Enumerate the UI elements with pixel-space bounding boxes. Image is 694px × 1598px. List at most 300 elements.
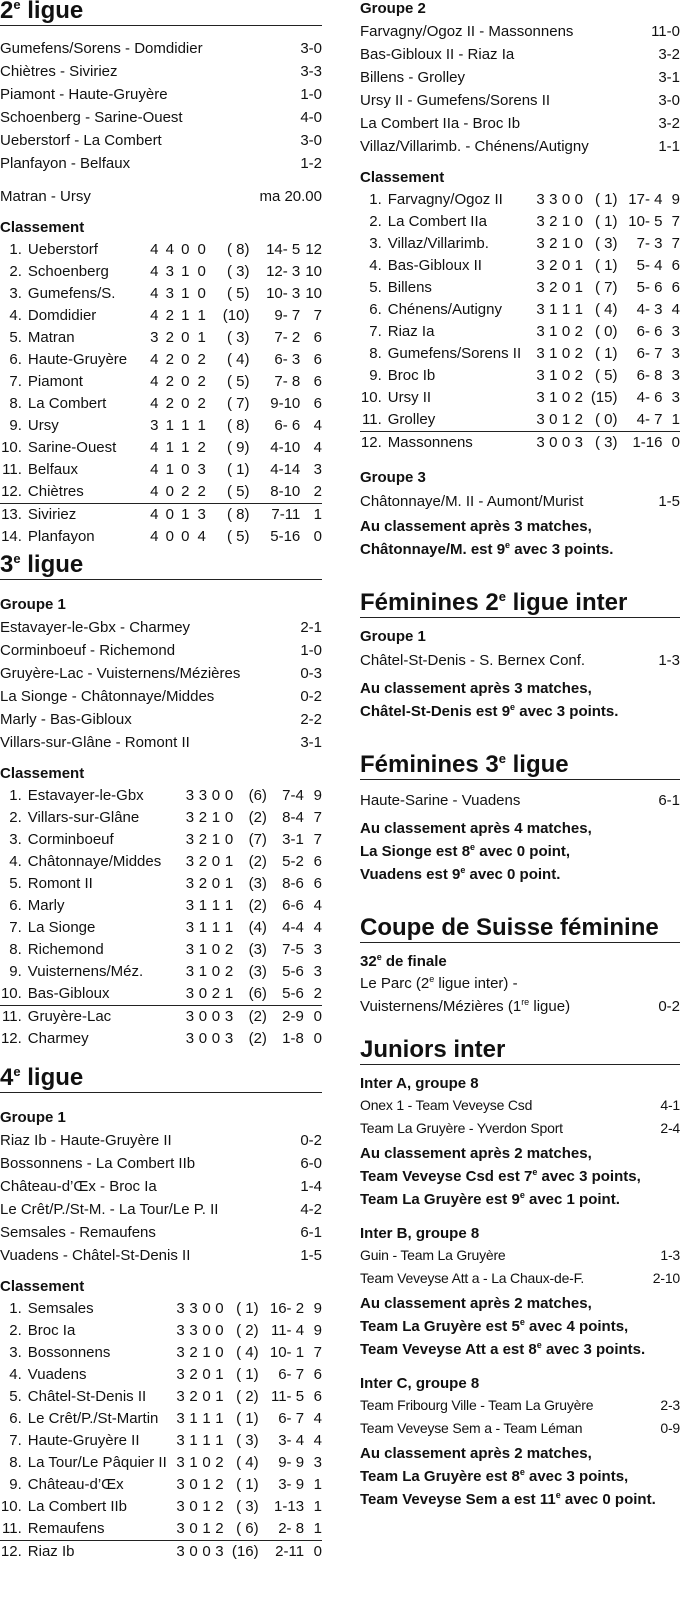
match-score: 2-1 <box>300 619 322 636</box>
standings-drawn: 0 <box>202 1543 211 1560</box>
standings-rank: 12. <box>0 481 22 504</box>
match-row <box>360 1394 680 1417</box>
standings-played: 3 <box>536 323 545 340</box>
standings-played: 3 <box>176 1476 185 1493</box>
standings-row <box>360 365 680 387</box>
standings-lost: 2 <box>197 373 206 390</box>
standings-drawn: 0 <box>181 241 190 258</box>
standings-row <box>360 255 680 277</box>
standings-team: La Combert IIa <box>387 213 487 230</box>
standings-points: 0 <box>671 434 680 451</box>
standings-lost: 1 <box>224 853 234 870</box>
standings-won: 2 <box>189 1344 198 1361</box>
standings-points: 4 <box>313 1432 322 1449</box>
match-score: 0-9 <box>660 1420 680 1436</box>
standings-drawn: 1 <box>181 506 190 523</box>
standings-penalty: ( 1) <box>226 461 250 478</box>
match-row <box>0 662 322 685</box>
standings-lost: 0 <box>224 831 234 848</box>
standings-team: Gumefens/S. <box>27 285 116 302</box>
standings-lost: 3 <box>215 1543 224 1560</box>
standings-penalty: ( 1) <box>236 1476 259 1493</box>
standings-rank: 2. <box>9 1322 22 1339</box>
match-teams: Châtonnaye/M. II - Aumont/Murist <box>360 493 584 510</box>
match-teams: Vuadens - Châtel-St-Denis II <box>0 1247 191 1264</box>
standings-team: Chiètres <box>22 481 147 504</box>
standings-penalty: ( 8) <box>226 417 250 434</box>
standings-lost: 0 <box>224 809 234 826</box>
match-score: 2-3 <box>660 1397 680 1413</box>
match-teams: Le Crêt/P./St-M. - La Tour/Le P. II <box>0 1201 219 1218</box>
standings-team: Bas-Gibloux II <box>387 257 482 274</box>
standings-won: 4 <box>165 241 174 258</box>
match-teams: Estavayer-le-Gbx - Charmey <box>0 619 191 636</box>
match-teams: Châtel-St-Denis - S. Bernex Conf. <box>360 652 586 669</box>
standings-drawn: 0 <box>211 787 221 804</box>
standings-goals: 2-11 <box>275 1543 305 1560</box>
standings-penalty: ( 8) <box>226 241 250 258</box>
standings-lost: 1 <box>224 897 234 914</box>
standings-team: Le Crêt/P./St-Martin <box>27 1410 159 1427</box>
match-teams: Gruyère-Lac - Vuisternens/Mézières <box>0 665 241 682</box>
match-teams: Bas-Gibloux II - Riaz Ia <box>360 46 515 63</box>
standings-points: 6 <box>313 875 322 892</box>
match-row <box>360 1417 680 1440</box>
standings-goals: 3- 9 <box>278 1476 305 1493</box>
standings-points: 3 <box>313 1454 322 1471</box>
standings-played: 4 <box>150 528 159 545</box>
standings-penalty: ( 0) <box>595 323 618 340</box>
standings-played: 3 <box>185 941 195 958</box>
standings-won: 2 <box>549 279 558 296</box>
standings-goals: 3-1 <box>282 831 304 848</box>
standings-lost: 1 <box>215 1432 224 1449</box>
standings-rank: 6. <box>9 897 22 914</box>
standings-points: 9 <box>671 191 680 208</box>
standings-row <box>0 283 322 305</box>
match-teams: Marly - Bas-Gibloux <box>0 711 132 728</box>
standings-rank: 11. <box>0 1518 22 1541</box>
standings-drawn: 0 <box>561 434 571 451</box>
standings-drawn: 2 <box>178 481 193 504</box>
standings-row <box>0 917 322 939</box>
standings-row <box>0 1452 322 1474</box>
standings-played: 3 <box>176 1300 185 1317</box>
standings-penalty: ( 2) <box>236 1388 259 1405</box>
standings-goals: 17- 4 <box>628 191 663 208</box>
match-score: 1-3 <box>660 1247 680 1263</box>
standings-team: Gumefens/Sorens II <box>387 345 522 362</box>
standings-won: 0 <box>549 434 558 451</box>
match-teams: Semsales - Remaufens <box>0 1224 156 1241</box>
match-row <box>360 43 680 66</box>
standings-played: 4 <box>150 307 159 324</box>
classement-label: Classement <box>360 169 445 186</box>
standings-drawn: 1 <box>211 919 221 936</box>
match-row <box>360 66 680 89</box>
standings-goals: 5-2 <box>282 853 304 870</box>
standings-row <box>0 1298 322 1320</box>
match-score: 6-1 <box>300 1224 322 1241</box>
standings-played: 3 <box>176 1344 185 1361</box>
group-label: Groupe 3 <box>360 469 426 486</box>
standings-played: 3 <box>174 1518 187 1541</box>
standings-played: 4 <box>147 481 162 504</box>
standings-penalty: ( 1) <box>236 1366 259 1383</box>
section-title: Juniors inter <box>360 1036 680 1065</box>
standings-rank: 6. <box>9 351 22 368</box>
standings-won: 0 <box>189 1476 198 1493</box>
standings-rank: 12. <box>0 1030 22 1047</box>
classement-label: Classement <box>0 765 85 782</box>
standings-team: Ueberstorf <box>27 241 98 258</box>
standings-lost: 2 <box>213 1518 226 1541</box>
standings-row <box>360 343 680 365</box>
standings-goals: 2- 8 <box>259 1518 304 1541</box>
match-teams: Schoenberg - Sarine-Ouest <box>0 109 183 126</box>
standings-goals: 10- 3 <box>266 285 301 302</box>
standings-row <box>0 349 322 371</box>
standings-drawn: 1 <box>211 809 221 826</box>
standings-lost: 1 <box>223 983 236 1006</box>
standings-penalty: ( 8) <box>226 506 250 523</box>
standings-team: Richemond <box>27 941 104 958</box>
standings-played: 3 <box>536 301 545 318</box>
standings-penalty: ( 1) <box>595 345 618 362</box>
match-row <box>0 83 322 106</box>
right-column <box>360 0 680 1511</box>
standings-rank: 1. <box>9 787 22 804</box>
standings-penalty: ( 1) <box>236 1410 259 1427</box>
standings-played: 3 <box>150 417 159 434</box>
standings-won: 3 <box>165 285 174 302</box>
standings-drawn: 1 <box>202 1476 211 1493</box>
match-row <box>360 89 680 112</box>
standings-lost: 2 <box>224 963 234 980</box>
note-line: Team La Gruyère est 8e avec 3 points, <box>360 1467 629 1485</box>
standings-row <box>0 393 322 415</box>
standings-rank: 7. <box>9 373 22 390</box>
standings-row <box>0 1342 322 1364</box>
standing-note <box>360 1142 680 1211</box>
standings-lost: 1 <box>197 307 206 324</box>
standings-goals: 9-10 <box>270 395 301 412</box>
standings-lost: 1 <box>224 875 234 892</box>
standings-penalty: ( 1) <box>595 191 618 208</box>
standings-goals: 4- 7 <box>618 409 663 432</box>
standings-points: 0 <box>313 1543 322 1560</box>
standings-played: 3 <box>176 1410 185 1427</box>
standings-team: Planfayon <box>27 528 95 545</box>
standings-row <box>0 261 322 283</box>
standings-row <box>0 1386 322 1408</box>
standings-team: Riaz Ib <box>27 1543 75 1560</box>
standings-played: 3 <box>185 853 195 870</box>
match-row <box>360 1244 680 1267</box>
standings-goals: 5-6 <box>282 963 304 980</box>
standings-goals: 11- 4 <box>270 1322 305 1339</box>
round-label: 32e de finale <box>360 952 447 970</box>
standings-played: 3 <box>176 1432 185 1449</box>
section-title: 2e ligue <box>0 0 322 26</box>
match-score: 0-3 <box>300 665 322 682</box>
standings-team: Vuadens <box>27 1366 87 1383</box>
standings-team: Piamont <box>27 373 83 390</box>
standings-won: 1 <box>165 461 174 478</box>
note-line: Châtonnaye/M. est 9e avec 3 points. <box>360 540 614 558</box>
standings-team: Marly <box>27 897 65 914</box>
match-teams: Team Veveyse Att a - La Chaux-de-F. <box>360 1270 585 1286</box>
standings-row <box>0 895 322 917</box>
standings-won: 3 <box>165 263 174 280</box>
match-score: 0-2 <box>658 998 680 1015</box>
standings-rank: 2. <box>9 809 22 826</box>
standings-won: 0 <box>198 1008 208 1025</box>
standings-lost: 1 <box>215 1366 224 1383</box>
standings-team: La Tour/Le Pâquier II <box>27 1454 167 1471</box>
standings-rank: 11. <box>360 409 382 432</box>
standings-goals: 4-14 <box>270 461 301 478</box>
standings-points: 3 <box>671 345 680 362</box>
standings-points: 4 <box>313 919 322 936</box>
standing-note <box>360 515 680 561</box>
standings-won: 0 <box>162 481 177 504</box>
standings-rank: 7. <box>9 919 22 936</box>
standings-goals: 4- 6 <box>636 389 663 406</box>
standings-team: Remaufens <box>22 1518 174 1541</box>
standings-rank: 3. <box>369 235 382 252</box>
standings-penalty: ( 7) <box>226 395 250 412</box>
match-score: 3-3 <box>300 63 322 80</box>
match-teams: Guin - Team La Gruyère <box>360 1247 506 1263</box>
standings-penalty: ( 3) <box>236 1498 259 1515</box>
standings-played: 4 <box>150 285 159 302</box>
standings-played: 4 <box>150 241 159 258</box>
match-score: 1-2 <box>300 155 322 172</box>
standings-penalty: (16) <box>231 1543 259 1560</box>
standings-lost: 0 <box>215 1344 224 1361</box>
standings-penalty: ( 3) <box>236 1432 259 1449</box>
standings-lost: 3 <box>197 506 206 523</box>
standings-drawn: 1 <box>560 409 573 432</box>
standings-row <box>360 189 680 211</box>
match-score: 3-0 <box>300 132 322 149</box>
match-score: 1-3 <box>658 652 680 669</box>
standings-points: 4 <box>313 897 322 914</box>
standings-drawn: 0 <box>211 941 221 958</box>
standings-drawn: 0 <box>561 323 571 340</box>
standings-lost: 1 <box>574 257 583 274</box>
match-score: 6-1 <box>658 792 680 809</box>
left-column <box>0 0 322 1563</box>
standings-rank: 8. <box>9 1454 22 1471</box>
standings-played: 3 <box>185 1030 195 1047</box>
standings-rank: 8. <box>9 395 22 412</box>
standings-drawn: 1 <box>202 1344 211 1361</box>
note-line: Team Veveyse Csd est 7e avec 3 points, <box>360 1167 641 1185</box>
standings-points: 1 <box>662 409 680 432</box>
standings-penalty: ( 4) <box>236 1344 259 1361</box>
section-title: Féminines 3e ligue <box>360 751 680 780</box>
match-row <box>360 1117 680 1140</box>
standings-drawn: 1 <box>181 285 190 302</box>
standings-points: 7 <box>671 235 680 252</box>
standings-points: 3 <box>671 367 680 384</box>
note-line: Au classement après 3 matches, <box>360 680 592 697</box>
standings-drawn: 1 <box>181 417 190 434</box>
match-row <box>0 731 322 754</box>
standings-lost: 2 <box>215 1454 224 1471</box>
standings-team: Villaz/Villarimb. <box>387 235 489 252</box>
standings-rank: 5. <box>369 279 382 296</box>
match-teams: Matran - Ursy <box>0 188 91 205</box>
match-row <box>360 112 680 135</box>
standings-points: 0 <box>313 1008 322 1025</box>
standings-goals: 9- 9 <box>278 1454 305 1471</box>
standings-goals: 7- 2 <box>274 329 301 346</box>
standings-goals: 6- 7 <box>278 1410 305 1427</box>
standings-won: 0 <box>198 1030 208 1047</box>
standings-won: 3 <box>189 1322 198 1339</box>
standings-drawn: 0 <box>202 1388 211 1405</box>
standings-drawn: 1 <box>211 897 221 914</box>
standings-lost: 3 <box>224 1030 234 1047</box>
standings-row <box>0 785 322 807</box>
standings-drawn: 0 <box>211 875 221 892</box>
standings-team: Haute-Gruyère II <box>27 1432 140 1449</box>
standings-goals: 5- 4 <box>636 257 663 274</box>
standings-drawn: 0 <box>181 528 190 545</box>
standings-row <box>0 1364 322 1386</box>
standings-penalty: ( 5) <box>226 285 250 302</box>
standings-drawn: 0 <box>211 963 221 980</box>
standings-drawn: 0 <box>211 853 221 870</box>
standings-team: La Combert IIb <box>27 1498 127 1515</box>
standings-points: 2 <box>304 983 322 1006</box>
match-teams: Corminboeuf - Richemond <box>0 642 176 659</box>
match-teams: Team Fribourg Ville - Team La Gruyère <box>360 1397 594 1413</box>
standings-lost: 2 <box>215 1498 224 1515</box>
standings-penalty: ( 1) <box>595 213 618 230</box>
standings-lost: 1 <box>574 279 583 296</box>
standings-goals: 1-16 <box>632 434 663 451</box>
standings-rank: 9. <box>9 1476 22 1493</box>
match-teams: Planfayon - Belfaux <box>0 155 131 172</box>
standings-goals: 1-8 <box>282 1030 304 1047</box>
standings-played: 3 <box>534 409 547 432</box>
standings-penalty: ( 7) <box>595 279 618 296</box>
match-teams: Gumefens/Sorens - Domdidier <box>0 40 203 57</box>
juniors-inter-b <box>360 1224 680 1361</box>
standings-penalty: ( 5) <box>226 528 250 545</box>
match-teams: Team La Gruyère - Yverdon Sport <box>360 1120 563 1136</box>
match-row <box>0 129 322 152</box>
standings-played: 3 <box>185 963 195 980</box>
standings-penalty: (15) <box>590 389 618 406</box>
match-teams: Farvagny/Ogoz II - Massonnens <box>360 23 574 40</box>
standings-goals: 7-4 <box>282 787 304 804</box>
match-teams: Villars-sur-Glâne - Romont II <box>0 734 190 751</box>
standings-table <box>0 239 322 548</box>
standings-lost: 2 <box>574 323 583 340</box>
standings-played: 3 <box>185 875 195 892</box>
standings-won: 1 <box>165 417 174 434</box>
standings-lost: 2 <box>574 389 583 406</box>
standings-lost: 2 <box>197 351 206 368</box>
standings-drawn: 2 <box>209 983 222 1006</box>
standings-goals: 6- 6 <box>636 323 663 340</box>
standings-points: 1 <box>313 1498 322 1515</box>
note-line: Au classement après 3 matches, <box>360 518 592 535</box>
standings-won: 1 <box>189 1454 198 1471</box>
standings-points: 7 <box>313 809 322 826</box>
standings-team: Siviriez <box>27 506 77 523</box>
juniors-inter-c <box>360 1374 680 1511</box>
standings-goals: 8-10 <box>249 481 300 504</box>
note-line: Au classement après 2 matches, <box>360 1445 592 1462</box>
standings-team: Broc Ia <box>27 1322 76 1339</box>
section-4e-ligue-groupe-3 <box>360 468 680 561</box>
standings-drawn: 0 <box>202 1322 211 1339</box>
standings-rank: 4. <box>369 257 382 274</box>
cup-match-line-1: Le Parc (2e ligue inter) - <box>360 974 518 992</box>
standings-won: 1 <box>189 1432 198 1449</box>
standings-row <box>0 829 322 851</box>
standings-team: Estavayer-le-Gbx <box>27 787 144 804</box>
standings-goals: 6- 3 <box>274 351 301 368</box>
standings-goals: 11- 5 <box>270 1388 305 1405</box>
standings-goals: 8-6 <box>282 875 304 892</box>
match-score: 3-2 <box>658 115 680 132</box>
standings-rank: 7. <box>9 1432 22 1449</box>
standings-row <box>0 504 322 527</box>
standings-won: 2 <box>549 235 558 252</box>
standings-team: Ursy II <box>387 389 432 406</box>
standings-points: 10 <box>305 285 322 302</box>
standings-won: 1 <box>198 919 208 936</box>
standings-penalty: ( 2) <box>236 1322 259 1339</box>
standings-rank: 6. <box>369 301 382 318</box>
standings-row <box>0 239 322 261</box>
standings-points: 1 <box>313 1476 322 1493</box>
match-list <box>360 1094 680 1140</box>
section-feminines-3e-ligue <box>360 751 680 886</box>
match-score: 1-5 <box>658 493 680 510</box>
standings-played: 3 <box>536 235 545 252</box>
standings-team: Domdidier <box>27 307 97 324</box>
note-line: Au classement après 4 matches, <box>360 820 592 837</box>
standings-won: 0 <box>547 409 560 432</box>
standings-lost: 2 <box>574 345 583 362</box>
match-list <box>360 1244 680 1290</box>
standings-penalty: ( 1) <box>236 1300 259 1317</box>
standings-rank: 2. <box>369 213 382 230</box>
standings-drawn: 1 <box>202 1432 211 1449</box>
standings-drawn: 0 <box>561 345 571 362</box>
match-score: 0-2 <box>300 688 322 705</box>
standings-won: 2 <box>165 373 174 390</box>
standings-drawn: 0 <box>561 389 571 406</box>
standings-won: 2 <box>549 213 558 230</box>
standing-note <box>360 677 680 723</box>
standings-won: 0 <box>189 1543 198 1560</box>
standings-penalty: (10) <box>222 307 250 324</box>
standings-row <box>0 807 322 829</box>
standings-row <box>0 1320 322 1342</box>
standings-played: 4 <box>150 461 159 478</box>
group-label: Groupe 1 <box>360 628 426 645</box>
match-row <box>0 1175 322 1198</box>
